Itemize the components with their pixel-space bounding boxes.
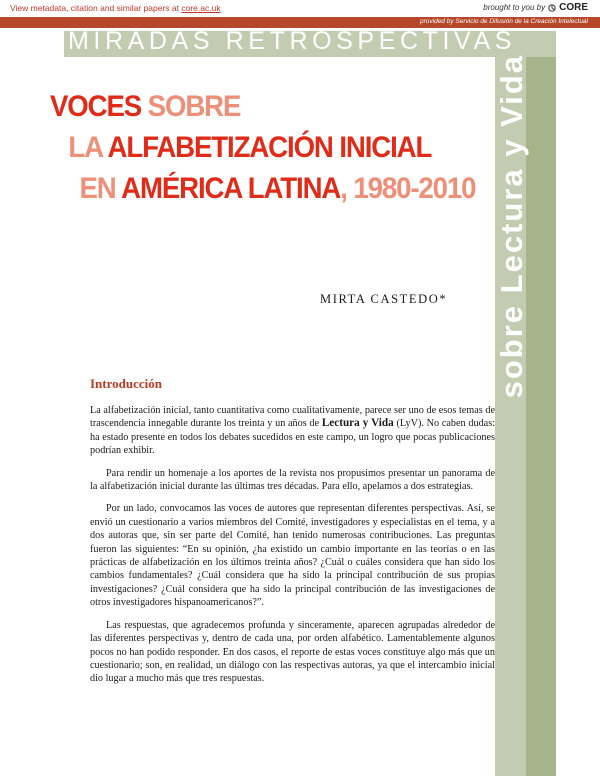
- brought-by: [483, 2, 588, 13]
- section-header: MIRADAS RETROSPECTIVAS: [68, 27, 517, 55]
- paragraph-1: [90, 404, 495, 458]
- title-voces: VOCES: [50, 90, 142, 123]
- metadata-notice: [10, 3, 221, 13]
- paragraph-3: Por un lado, convocamos las voces de autores que representan diferentes perspectivas. Así, se envió un cuestionario a varios miembros del Comité, investigadores y especialistas en el tema, y a dos autoras que, sin ser parte del Comité, han tenido numerosas contribuciones. Las preguntas fueron las siguientes: “En su opinión, ¿ha existido un cambio importante en las teorías o en las prácticas de alfabetización en los últimos treinta años? ¿Cuál o cuáles considera que han sido los cambios fundamentales? ¿Cuál considera que ha sido la principal contribución de sus propias investigaciones? ¿Cuál considera que ha sido la principal contribución de las investigaciones de otros investigadores hispanoamericanos?”.: [90, 503, 495, 609]
- title-alfabetizacion: ALFABETIZACIÓN INICIAL: [107, 131, 432, 164]
- author-name: MIRTA CASTEDO*: [320, 292, 448, 306]
- brought-by-text: brought to you by: [483, 3, 546, 12]
- paragraph-1-part-c: (LyV). No caben dudas: ha estado presente en todos los debates sucedidos en este campo, un logro que pocas publicaciones podrían exhibir.: [90, 418, 495, 457]
- metadata-text: View metadata, citation and similar papers at: [10, 3, 179, 13]
- title-la: LA: [68, 131, 108, 164]
- title-en: EN: [79, 172, 122, 205]
- title-america-latina: AMÉRICA LATINA: [121, 172, 341, 205]
- core-banner: [0, 0, 600, 17]
- title-line-1: [50, 86, 455, 127]
- core-logo[interactable]: CORE: [559, 2, 588, 13]
- title-line-3: [50, 168, 476, 209]
- article-body: [90, 404, 495, 695]
- title-line-2: [50, 127, 455, 168]
- paragraph-4: Las respuestas, que agradecemos profunda y sinceramente, aparecen agrupadas alrededor de las diferentes perspectivas y, dentro de cada una, por orden alfabético. Lamentablemente algunos pocos no han podido responder. En dos casos, el reporte de estas voces constituye algo más que un cuestionario; son, en realidad, un diálogo con las respectivas autoras, ya que el intercambio inicial dio lugar a mucho más que tres respuestas.: [90, 619, 495, 685]
- article-title: [50, 86, 476, 209]
- provided-by-text: provided by Servicio de Difusión de la Creación Intelectual: [419, 18, 588, 25]
- paragraph-1-part-a: La alfabetización inicial, tanto cuantitativa como cualitativamente, parece ser uno de esos temas de trascendencia innegable durante los treinta y un años de: [90, 405, 495, 430]
- paragraph-2: Para rendir un homenaje a los aportes de la revista nos propusimos presentar un panorama de la alfabetización inicial durante las últimas tres décadas. Para ello, apelamos a dos estrategias.: [90, 467, 495, 493]
- core-icon: [548, 4, 556, 12]
- journal-name: Lectura y Vida: [321, 417, 394, 430]
- core-link[interactable]: core.ac.uk: [181, 3, 221, 13]
- intro-heading: Introducción: [90, 376, 162, 391]
- side-label-text: sobre Lectura y Vida: [494, 54, 529, 399]
- title-sobre: SOBRE: [141, 90, 241, 123]
- title-years: , 1980-2010: [340, 172, 476, 205]
- side-label: [492, 54, 532, 444]
